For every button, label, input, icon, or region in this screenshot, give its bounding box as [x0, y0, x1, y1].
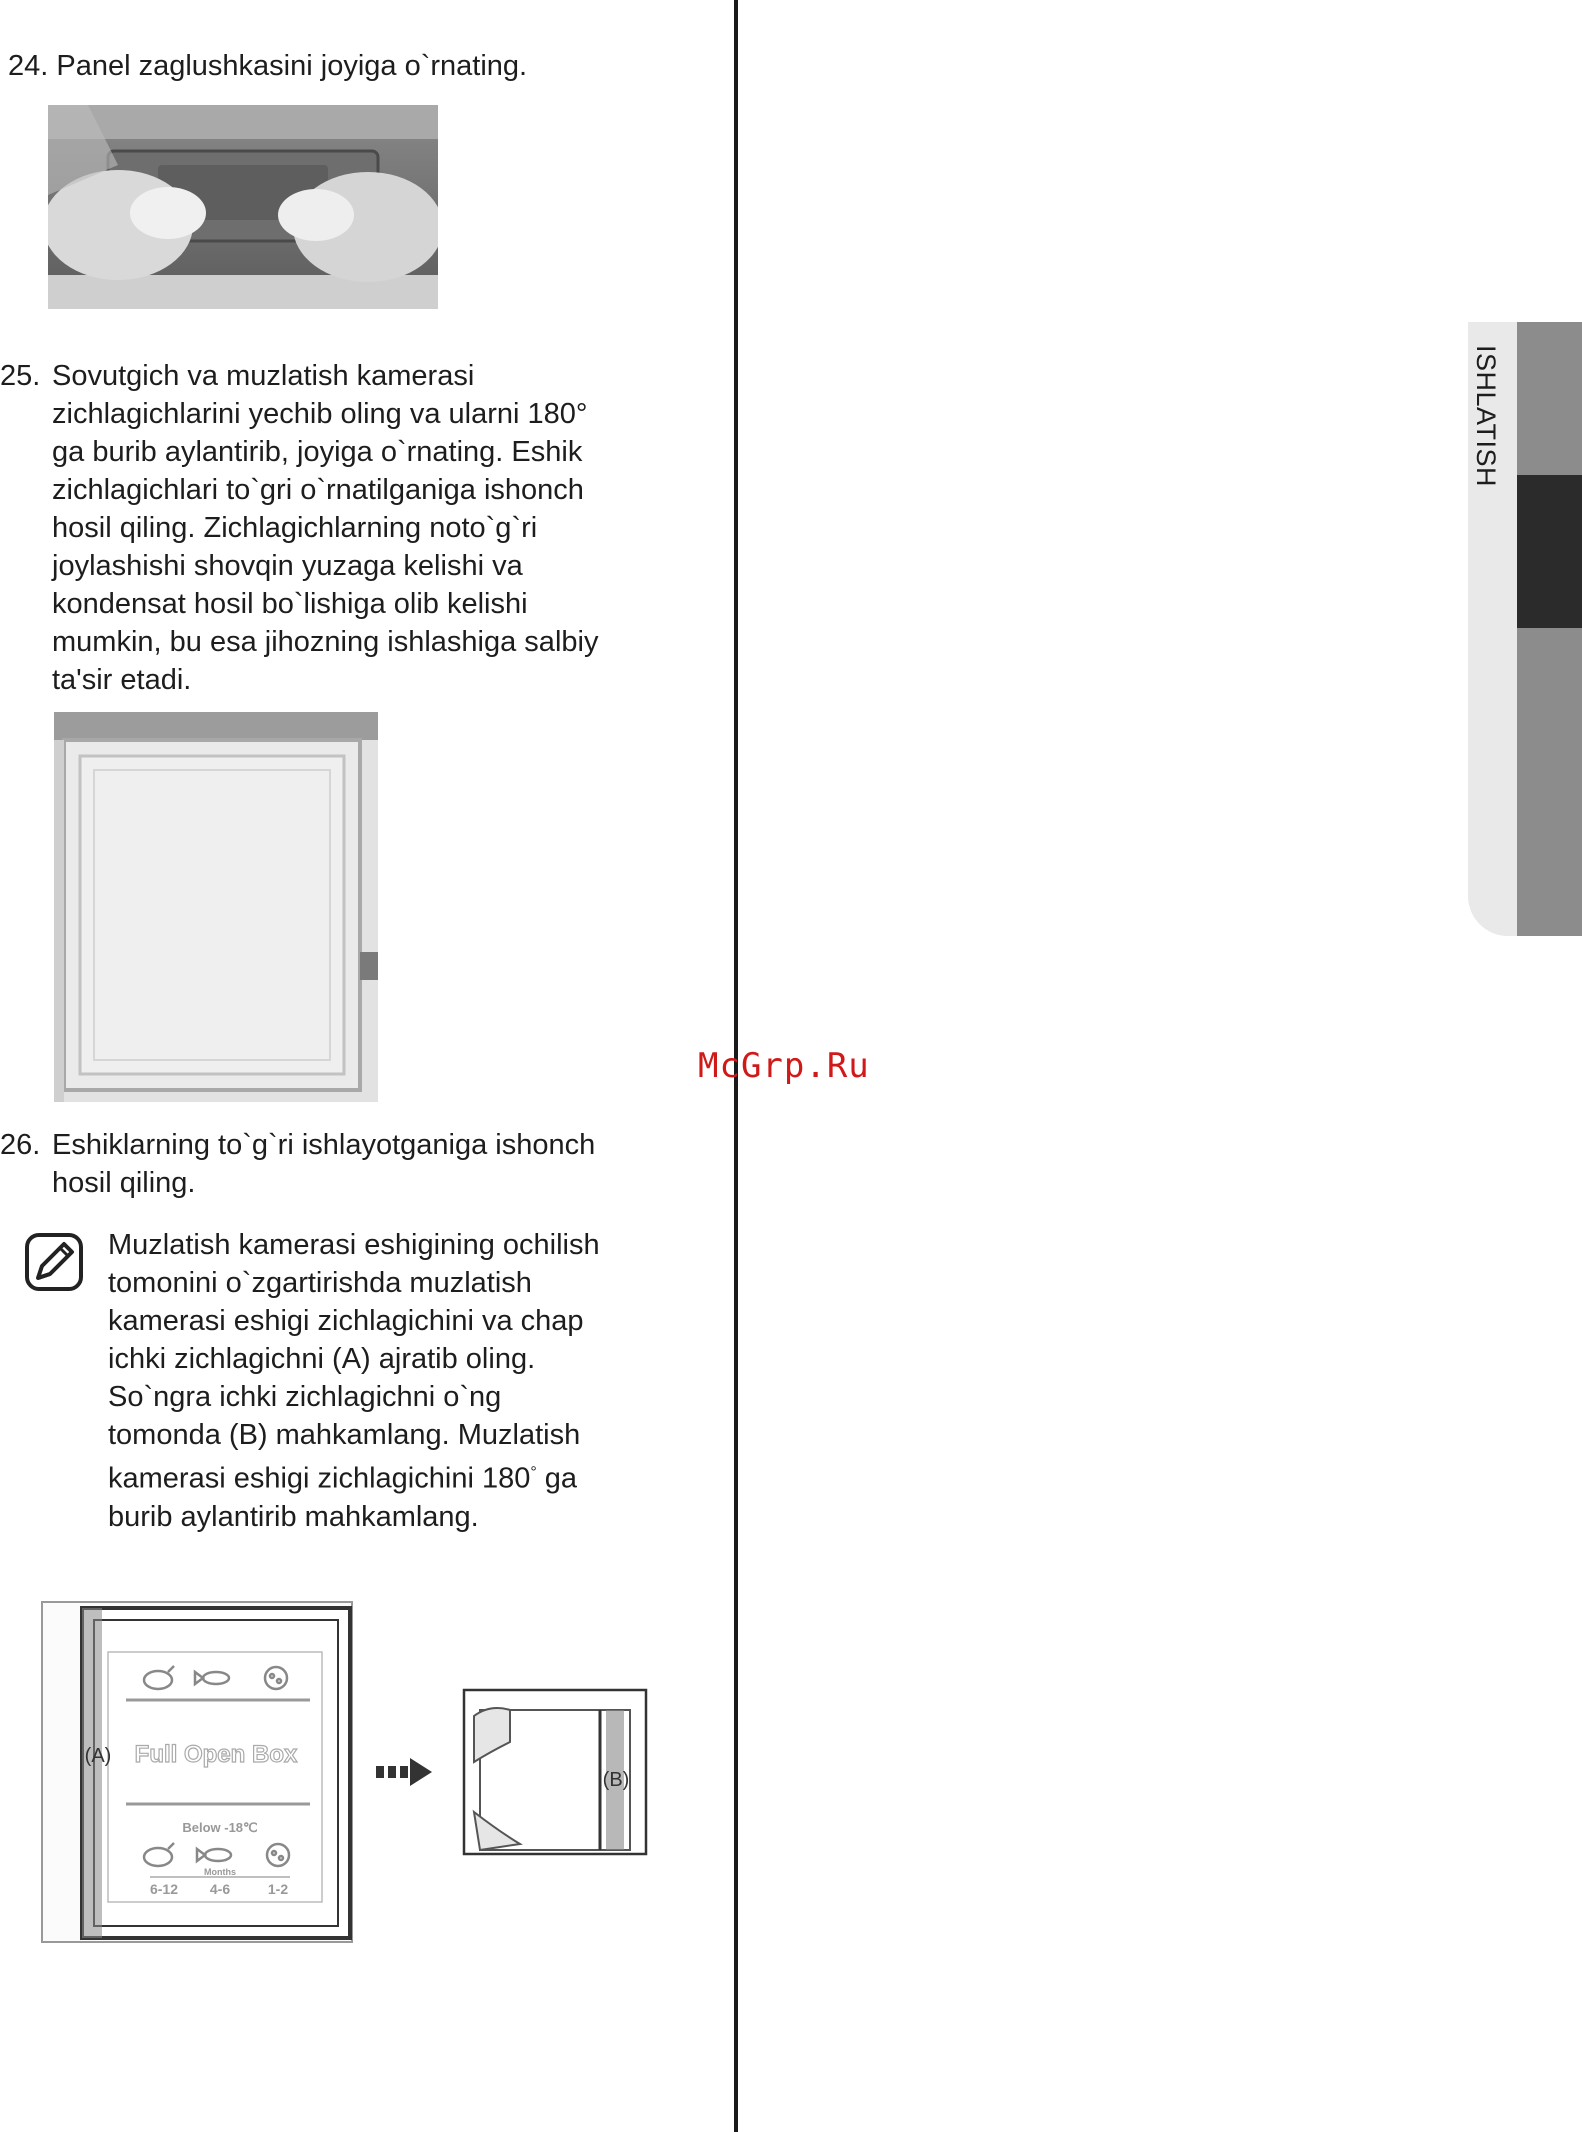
step-24-text: 24. Panel zaglushkasini joyiga o`rnating.	[8, 50, 528, 82]
note-line: tomonini o`zgartirishda muzlatish	[108, 1267, 532, 1299]
label-a: (A)	[84, 1745, 112, 1767]
arrow-right-icon	[376, 1758, 432, 1786]
step-25-line: joylashishi shovqin yuzaga kelishi va	[52, 550, 523, 582]
chapter-tab-segment	[1517, 628, 1582, 936]
watermark: McGrp.Ru	[698, 1046, 870, 1086]
step-25-line: ga burib aylantirib, joyiga o`rnating. Eshik	[52, 436, 583, 468]
months-label: Months	[204, 1867, 236, 1877]
note-line	[108, 1454, 600, 1498]
step-25-line: kondensat hosil bo`lishiga olib kelishi	[52, 588, 528, 620]
step-25-line: ta'sir etadi.	[52, 664, 192, 696]
step-25-text	[52, 357, 598, 699]
note-text	[108, 1226, 600, 1536]
freezer-door-drawing	[42, 1602, 352, 1942]
hands-holding-panel-image	[48, 105, 438, 309]
photo-panel-cap-installation	[48, 105, 438, 309]
note-line: Muzlatish kamerasi eshigining ochilish	[108, 1229, 600, 1261]
note-line-part: kamerasi eshigi zichlagichini 180	[108, 1462, 531, 1495]
freezer-door-image	[54, 712, 378, 1102]
chapter-tab-segment	[1517, 322, 1582, 475]
below-temperature-label: Below -18℃	[182, 1820, 258, 1835]
full-open-box-label: Full Open Box	[134, 1741, 298, 1768]
step-26-text	[52, 1126, 595, 1202]
degree-sign: °	[530, 1464, 537, 1481]
step-25-line: Sovutgich va muzlatish kamerasi	[52, 360, 475, 392]
note-line: kamerasi eshigi zichlagichini va chap	[108, 1305, 584, 1337]
photo-freezer-door-gasket	[54, 712, 378, 1102]
note-line: burib aylantirib mahkamlang.	[108, 1500, 479, 1533]
note-line: ichki zichlagichni (A) ajratib oling.	[108, 1343, 536, 1375]
step-26-line: hosil qiling.	[52, 1167, 196, 1199]
step-25-line: zichlagichlarini yechib oling va ularni 180°	[52, 398, 588, 430]
note-line: tomonda (B) mahkamlang. Muzlatish	[108, 1419, 581, 1451]
label-b: (B)	[602, 1769, 630, 1791]
note-line-part: ga	[536, 1462, 578, 1495]
gasket-diagram	[40, 1592, 660, 1944]
step-26-number: 26.	[0, 1129, 41, 1161]
step-26-line: Eshiklarning to`g`ri ishlayotganiga ishonch	[52, 1129, 596, 1161]
note-line: So`ngra ichki zichlagichni o`ng	[108, 1381, 502, 1413]
chapter-tab-active-segment	[1517, 475, 1582, 628]
period-label: 1-2	[267, 1881, 289, 1897]
note-pencil-icon	[24, 1232, 84, 1292]
step-25-line: zichlagichlari to`gri o`rnatilganiga ishonch	[52, 474, 584, 506]
chapter-tab-label	[1462, 345, 1512, 515]
period-label: 4-6	[209, 1881, 231, 1897]
period-label: 6-12	[149, 1881, 179, 1897]
step-25-line: hosil qiling. Zichlagichlarning noto`g`ri	[52, 512, 538, 544]
step-25-number: 25.	[0, 360, 41, 392]
step-25-line: mumkin, bu esa jihozning ishlashiga salbiy	[52, 626, 599, 658]
chapter-tab-text: ISHLATISH	[1471, 345, 1501, 488]
